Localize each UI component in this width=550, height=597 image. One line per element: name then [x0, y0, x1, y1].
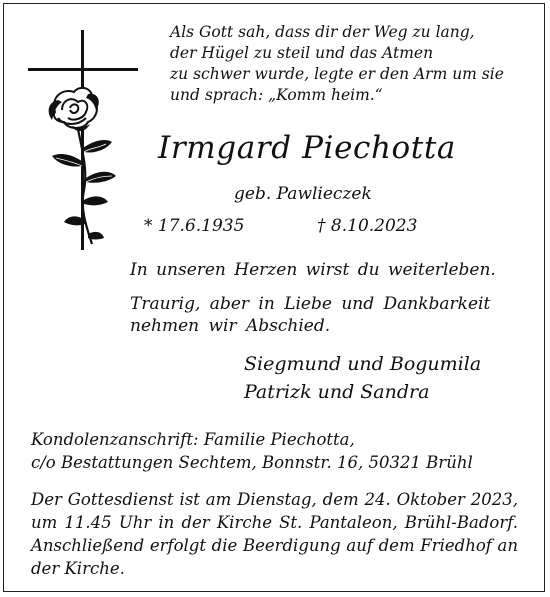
signatory: Patrizk und Sandra — [244, 381, 430, 403]
service-line: der Kirche. — [31, 559, 125, 578]
farewell-message — [130, 293, 490, 337]
message-line: In unseren Herzen wirst du weiterleben. — [130, 260, 496, 280]
death-date: † 8.10.2023 — [317, 216, 418, 236]
cross-with-rose-icon — [28, 30, 138, 250]
message-line: Traurig, aber in Liebe und Dankbarkeit — [130, 294, 491, 314]
service-info — [31, 488, 518, 580]
address-line: Kondolenzanschrift: Familie Piechotta, — [31, 430, 355, 449]
service-line: Der Gottesdienst ist am Dienstag, dem 24. Oktober 2023, — [31, 490, 518, 509]
signatory: Siegmund und Bogumila — [244, 353, 482, 375]
address-line: c/o Bestattungen Sechtem, Bonnstr. 16, 50321 Brühl — [31, 453, 473, 472]
birth-date: * 17.6.1935 — [144, 216, 245, 236]
poem-line: der Hügel zu steil und das Atmen — [170, 44, 434, 62]
poem-line: zu schwer wurde, legte er den Arm um sie — [170, 65, 504, 83]
poem — [170, 22, 504, 106]
message-line: nehmen wir Abschied. — [130, 316, 331, 336]
poem-line: Als Gott sah, dass dir der Weg zu lang, — [170, 23, 475, 41]
condolence-address — [31, 428, 473, 474]
service-line: Anschließend erfolgt die Beerdigung auf dem Friedhof an — [31, 536, 518, 555]
poem-line: und sprach: „Komm heim.“ — [170, 86, 383, 104]
signatories — [244, 350, 481, 406]
deceased-name: Irmgard Piechotta — [158, 130, 457, 166]
service-line: um 11.45 Uhr in der Kirche St. Pantaleon, Brühl-Badorf. — [31, 513, 518, 532]
birth-name: geb. Pawlieczek — [234, 184, 372, 204]
